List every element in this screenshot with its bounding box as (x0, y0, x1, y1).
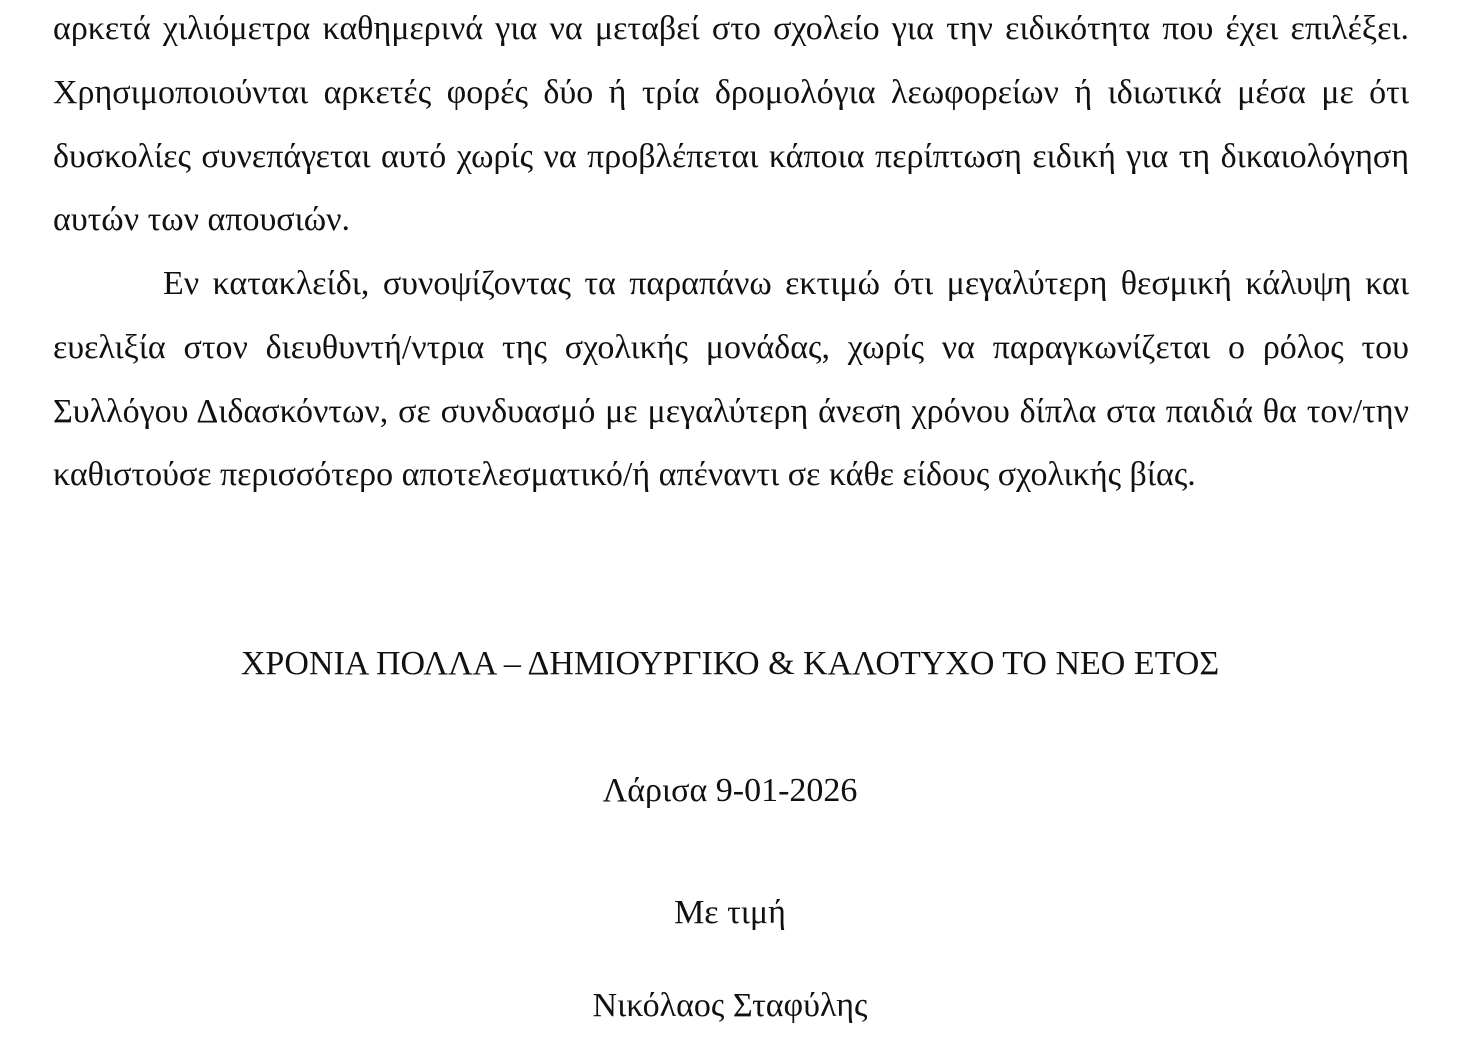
new-year-greeting: ΧΡΟΝΙΑ ΠΟΛΛΑ – ΔΗΜΙΟΥΡΓΙΚΟ & ΚΑΛΟΤΥΧΟ ΤΟ ΝΕΟ ΕΤΟΣ (240, 645, 1220, 682)
signature-name: Νικόλαος Σταφύλης (592, 987, 868, 1024)
closing-salutation: Με τιμή (674, 894, 786, 931)
place-and-date: Λάρισα 9-01-2026 (602, 772, 858, 809)
body-paragraph-1: αρκετά χιλιόμετρα καθημερινά για να μεταβεί στο σχολείο για την ειδικότητα που έχει επιλέξει. Χρησιμοποιούνται αρκετές φορές δύο ή τρία δρομολόγια λεωφορείων ή ιδιωτικά μέσα με ότι δυσκολίες συνεπάγεται αυτό χωρίς να προβλέπεται κάποια περίπτωση ειδική για τη δικαιολόγηση αυτών των απουσιών. (53, 10, 1409, 239)
body-paragraph-2: Εν κατακλείδι, συνοψίζοντας τα παραπάνω εκτιμώ ότι μεγαλύτερη θεσμική κάλυψη και ευελιξία στον διευθυντή/ντρια της σχολικής μονάδας, χωρίς να παραγκωνίζεται ο ρόλος του Συλλόγου Διδασκόντων, σε συνδυασμό με μεγαλύτερη άνεση χρόνου δίπλα στα παιδιά θα τον/την καθιστούσε περισσότερο αποτελεσματικό/ή απέναντι σε κάθε είδους σχολικής βίας. (53, 265, 1409, 494)
